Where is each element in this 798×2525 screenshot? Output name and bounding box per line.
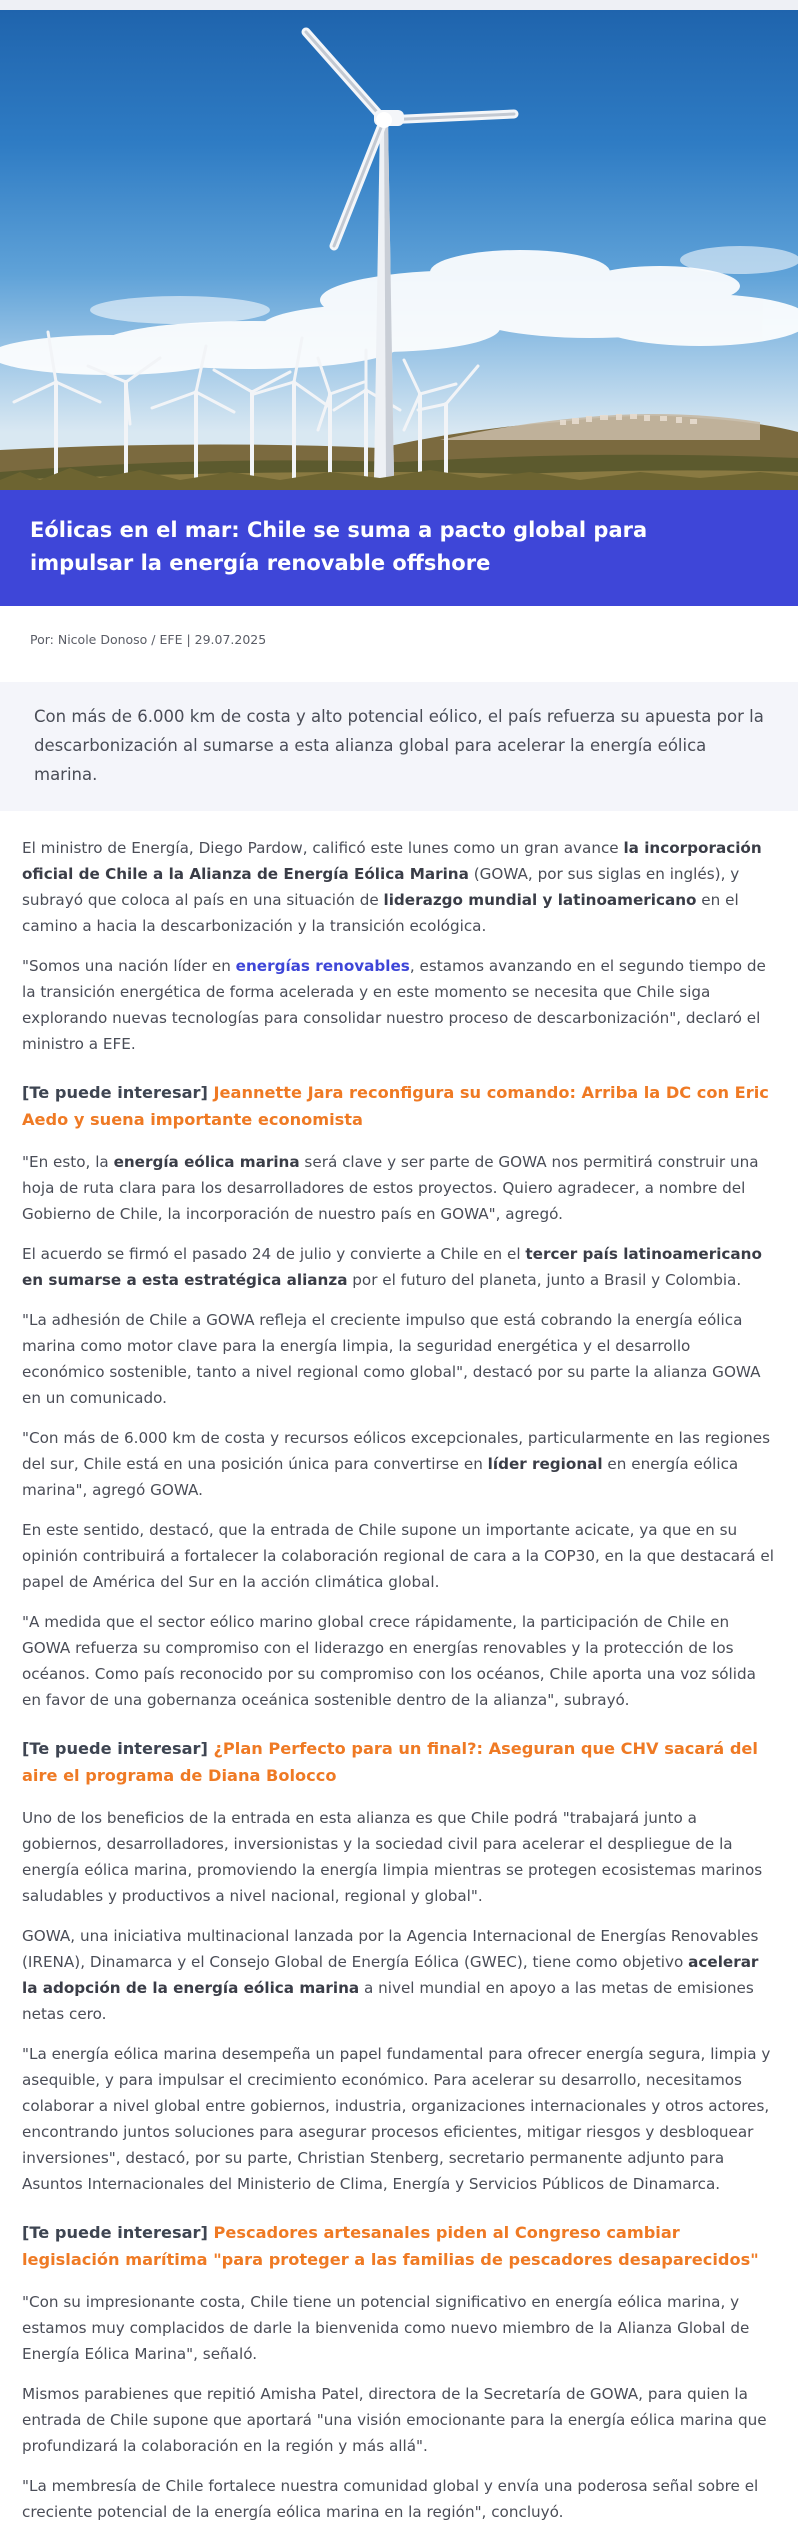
paragraph (22, 953, 776, 1057)
top-bar (0, 0, 798, 10)
related-article-link[interactable]: Pescadores artesanales piden al Congreso cambiar legislación marítima "para proteger a las familias de pescadores desaparecidos" (22, 2223, 759, 2269)
paragraph: En este sentido, destacó, que la entrada de Chile supone un importante acicate, ya que en su opinión contribuirá a fortalecer la colaboración regional de cara a la COP30, en la que destacará el papel de América del Sur en la acción climática global. (22, 1521, 774, 1591)
text-segment: será clave y ser parte de GOWA nos permitirá construir una hoja de ruta clara para los desarrolladores de estos proyectos. Quiero agradecer, a nombre del Gobierno de Chile, la incorporación de nuestro país en GOWA", agregó. (22, 1153, 759, 1223)
related-tag: [Te puede interesar] (22, 1739, 208, 1758)
paragraph: "La membresía de Chile fortalece nuestra comunidad global y envía una poderosa señal sobre el creciente potencial de la energía eólica marina en la región", concluyó. (22, 2477, 759, 2521)
paragraph: Uno de los beneficios de la entrada en esta alianza es que Chile podrá "trabajará junto a gobiernos, desarrolladores, inversionistas y la sociedad civil para acelerar el despliegue de la energía eólica marina, promoviendo la energía limpia mientras se protegen ecosistemas marinos saludables y productivos a nivel nacional, regional y global". (22, 1809, 763, 1905)
bold-text: la incorporación oficial de Chile a la Alianza de Energía Eólica Marina (22, 839, 762, 883)
paragraph (22, 1923, 776, 2027)
related-article-2 (22, 1735, 776, 1789)
paragraph: Mismos parabienes que repitió Amisha Patel, directora de la Secretaría de GOWA, para quien la entrada de Chile supone que aportará "una visión emocionante para la energía eólica marina que profundizará la colaboración en la región y más allá". (22, 2385, 767, 2455)
paragraph: "A medida que el sector eólico marino global crece rápidamente, la participación de Chile en GOWA refuerza su compromiso con el liderazgo en energías renovables y la protección de los océanos. Como país reconocido por su compromiso con los océanos, Chile aporta una voz sólida en favor de una gobernanza oceánica sostenible dentro de la alianza", subrayó. (22, 1613, 756, 1709)
text-segment: (GOWA, por sus siglas en inglés), y subrayó que coloca al país en una situación de (22, 865, 740, 909)
text-segment: "Con más de 6.000 km de costa y recursos eólicos excepcionales, particularmente en las regiones del sur, Chile está en una posición única para convertirse en (22, 1429, 771, 1473)
text-segment: por el futuro del planeta, junto a Brasil y Colombia. (347, 1271, 742, 1289)
article-body (0, 811, 798, 2525)
related-tag: [Te puede interesar] (22, 2223, 208, 2242)
bold-text: energía eólica marina (113, 1153, 300, 1171)
bold-text: acelerar la adopción de la energía eólica marina (22, 1953, 759, 1997)
related-tag: [Te puede interesar] (22, 1083, 208, 1102)
paragraph (22, 1149, 776, 1227)
paragraph: "Con su impresionante costa, Chile tiene un potencial significativo en energía eólica marina, y estamos muy complacidos de darle la bienvenida como nuevo miembro de la Alianza Global de Energía Eólica Marina", señaló. (22, 2293, 750, 2363)
bold-text: liderazgo mundial y latinoamericano (383, 891, 697, 909)
text-segment: en energía eólica marina", agregó GOWA. (22, 1455, 739, 1499)
paragraph (22, 1241, 776, 1293)
article-summary: Con más de 6.000 km de costa y alto potencial eólico, el país refuerza su apuesta por la descarbonización al sumarse a esta alianza global para acelerar la energía eólica marina. (0, 682, 798, 811)
text-segment: "Somos una nación líder en (22, 957, 236, 975)
title-band (0, 490, 798, 606)
related-article-1 (22, 1079, 776, 1133)
text-segment: GOWA, una iniciativa multinacional lanzada por la Agencia Internacional de Energías Renovables (IRENA), Dinamarca y el Consejo Global de Energía Eólica (GWEC), tiene como objetivo (22, 1927, 759, 1971)
text-segment: a nivel mundial en apoyo a las metas de emisiones netas cero. (22, 1979, 754, 2023)
related-article-link[interactable]: ¿Plan Perfecto para un final?: Aseguran que CHV sacará del aire el programa de Diana Bolocco (22, 1739, 758, 1785)
paragraph (22, 835, 776, 939)
paragraph: "La adhesión de Chile a GOWA refleja el creciente impulso que está cobrando la energía eólica marina como motor clave para la energía limpia, la seguridad energética y el desarrollo económico sostenible, tanto a nivel regional como global", destacó por su parte la alianza GOWA en un comunicado. (22, 1311, 761, 1407)
text-segment: en el camino a hacia la descarbonización y la transición ecológica. (22, 891, 739, 935)
wind-turbines-illustration (0, 10, 798, 490)
text-segment: El acuerdo se firmó el pasado 24 de julio y convierte a Chile en el (22, 1245, 526, 1263)
text-segment: "En esto, la (22, 1153, 114, 1171)
hero-image (0, 10, 798, 490)
paragraph: "La energía eólica marina desempeña un papel fundamental para ofrecer energía segura, limpia y asequible, y para impulsar el crecimiento económico. Para acelerar su desarrollo, necesitamos colaborar a nivel global entre gobiernos, industria, organizaciones internacionales y otros actores, encontrando juntos soluciones para asegurar procesos eficientes, mitigar riesgos y desbloquear inversiones", destacó, por su parte, Christian Stenberg, secretario permanente adjunto para Asuntos Internacionales del Ministerio de Clima, Energía y Servicios Públicos de Dinamarca. (22, 2045, 771, 2193)
text-segment: , estamos avanzando en el segundo tiempo de la transición energética de forma acelerada y en este momento se necesita que Chile siga explorando nuevas tecnologías para consolidar nuestro proceso de descarbonización", declaró el ministro a EFE. (22, 957, 766, 1053)
byline-area (0, 606, 798, 682)
paragraph (22, 1425, 776, 1503)
bold-text: tercer país latinoamericano en sumarse a esta estratégica alianza (22, 1245, 762, 1289)
related-article-link[interactable]: Jeannette Jara reconfigura su comando: Arriba la DC con Eric Aedo y suena importante economista (22, 1083, 769, 1129)
byline: Por: Nicole Donoso / EFE | 29.07.2025 (30, 632, 267, 647)
bold-text: líder regional (487, 1455, 603, 1473)
related-article-3 (22, 2219, 776, 2273)
keyword-link[interactable]: energías renovables (235, 957, 410, 975)
text-segment: El ministro de Energía, Diego Pardow, calificó este lunes como un gran avance (22, 839, 624, 857)
article-title: Eólicas en el mar: Chile se suma a pacto global para impulsar la energía renovable offshore (30, 518, 648, 575)
